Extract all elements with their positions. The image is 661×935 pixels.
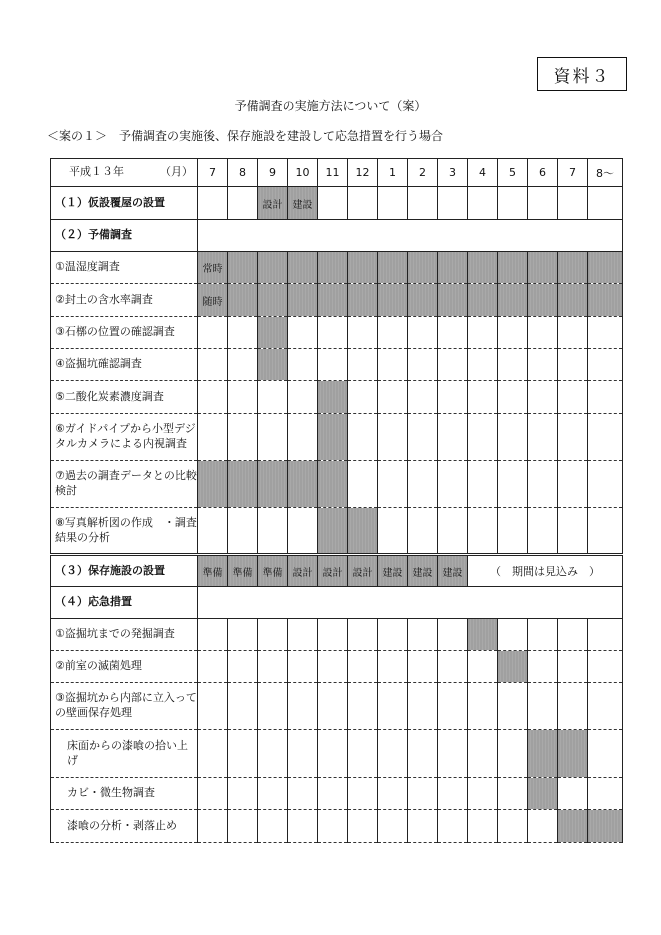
category-label: （４）応急措置 — [51, 587, 198, 619]
schedule-row — [51, 284, 623, 317]
schedule-cell — [348, 414, 378, 461]
schedule-cell-active — [588, 284, 623, 317]
month-header: 5 — [498, 159, 528, 187]
schedule-cell — [228, 619, 258, 651]
schedule-cell — [408, 508, 438, 555]
schedule-cell-active — [318, 381, 348, 414]
schedule-cell — [498, 349, 528, 381]
schedule-cell — [288, 508, 318, 555]
schedule-cell — [498, 810, 528, 843]
schedule-cell — [288, 683, 318, 730]
schedule-cell — [438, 381, 468, 414]
schedule-cell — [558, 651, 588, 683]
schedule-cell — [348, 461, 378, 508]
schedule-cell — [318, 683, 348, 730]
schedule-cell — [438, 683, 468, 730]
schedule-cell-active — [318, 461, 348, 508]
schedule-cell — [438, 317, 468, 349]
schedule-cell — [348, 778, 378, 810]
category-label: （２）予備調査 — [51, 220, 198, 252]
schedule-cell — [318, 778, 348, 810]
task-label: カビ・微生物調査 — [51, 778, 198, 810]
schedule-cell — [288, 778, 318, 810]
schedule-cell — [228, 187, 258, 220]
schedule-cell — [498, 414, 528, 461]
schedule-cell-active — [258, 461, 288, 508]
schedule-cell — [198, 778, 228, 810]
schedule-cell — [198, 317, 228, 349]
schedule-cell — [558, 414, 588, 461]
schedule-cell — [288, 810, 318, 843]
schedule-cell — [438, 778, 468, 810]
schedule-cell — [588, 730, 623, 778]
schedule-cell — [258, 381, 288, 414]
schedule-cell — [378, 810, 408, 843]
schedule-cell — [588, 414, 623, 461]
schedule-cell — [438, 461, 468, 508]
schedule-cell-active: 建設 — [288, 187, 318, 220]
schedule-cell — [288, 619, 318, 651]
schedule-cell — [408, 778, 438, 810]
schedule-cell — [228, 730, 258, 778]
schedule-cell — [468, 414, 498, 461]
schedule-cell — [558, 317, 588, 349]
schedule-cell — [438, 187, 468, 220]
schedule-cell — [378, 730, 408, 778]
schedule-cell — [468, 810, 498, 843]
schedule-cell — [588, 619, 623, 651]
schedule-cell — [438, 349, 468, 381]
schedule-cell-active — [498, 252, 528, 284]
schedule-cell — [228, 651, 258, 683]
schedule-cell-active — [348, 252, 378, 284]
schedule-cell — [408, 651, 438, 683]
schedule-cell — [198, 619, 228, 651]
schedule-cell-active — [558, 810, 588, 843]
schedule-cell — [198, 349, 228, 381]
month-header: 10 — [288, 159, 318, 187]
schedule-cell — [228, 381, 258, 414]
schedule-cell — [258, 778, 288, 810]
month-header: 1 — [378, 159, 408, 187]
schedule-cell — [288, 730, 318, 778]
schedule-row — [51, 187, 623, 220]
schedule-cell — [588, 683, 623, 730]
schedule-cell — [498, 619, 528, 651]
schedule-cell — [408, 619, 438, 651]
schedule-cell — [468, 730, 498, 778]
schedule-cell-active — [258, 317, 288, 349]
schedule-cell — [528, 619, 558, 651]
blank-span-cell — [198, 220, 623, 252]
schedule-cell — [228, 778, 258, 810]
schedule-cell — [228, 810, 258, 843]
task-label: ③石槨の位置の確認調査 — [51, 317, 198, 349]
task-label: ①温湿度調査 — [51, 252, 198, 284]
schedule-row — [51, 414, 623, 461]
schedule-cell-active — [228, 461, 258, 508]
schedule-cell-active — [588, 252, 623, 284]
schedule-cell — [318, 619, 348, 651]
schedule-cell — [468, 461, 498, 508]
schedule-cell-active — [588, 810, 623, 843]
schedule-cell — [528, 461, 558, 508]
month-unit-label: （月） — [160, 165, 193, 179]
schedule-cell — [588, 461, 623, 508]
schedule-table — [50, 158, 623, 843]
schedule-cell — [348, 810, 378, 843]
task-label: ⑥ガイドパイプから小型デジタルカメラによる内視調査 — [51, 414, 198, 461]
schedule-cell — [558, 461, 588, 508]
schedule-cell-active: 常時 — [198, 252, 228, 284]
schedule-cell-active: 建設 — [438, 555, 468, 587]
schedule-cell-active: 建設 — [408, 555, 438, 587]
schedule-cell — [408, 414, 438, 461]
schedule-cell — [198, 651, 228, 683]
schedule-cell — [528, 508, 558, 555]
schedule-cell-active — [378, 252, 408, 284]
month-header: 7 — [198, 159, 228, 187]
schedule-cell-active — [558, 730, 588, 778]
schedule-cell — [258, 810, 288, 843]
task-label: ④盗掘坑確認調査 — [51, 349, 198, 381]
schedule-cell — [258, 508, 288, 555]
schedule-cell — [378, 461, 408, 508]
schedule-cell — [318, 810, 348, 843]
schedule-cell — [228, 317, 258, 349]
schedule-cell-active — [318, 414, 348, 461]
schedule-cell-active — [498, 284, 528, 317]
schedule-row — [51, 810, 623, 843]
schedule-cell — [288, 317, 318, 349]
month-header: 4 — [468, 159, 498, 187]
header-row — [51, 159, 623, 187]
schedule-cell — [198, 414, 228, 461]
schedule-cell-active: 設計 — [348, 555, 378, 587]
schedule-cell-active — [528, 730, 558, 778]
schedule-cell — [198, 187, 228, 220]
month-header: 7 — [558, 159, 588, 187]
schedule-cell-active — [198, 461, 228, 508]
schedule-cell — [468, 651, 498, 683]
schedule-row — [51, 619, 623, 651]
schedule-cell — [378, 683, 408, 730]
schedule-row — [51, 651, 623, 683]
schedule-cell — [378, 381, 408, 414]
schedule-cell — [528, 317, 558, 349]
schedule-cell — [468, 317, 498, 349]
schedule-cell-active: 設計 — [258, 187, 288, 220]
schedule-cell — [408, 683, 438, 730]
document-stamp: 資料３ — [537, 57, 627, 91]
category-label: （３）保存施設の設置 — [51, 555, 198, 587]
schedule-cell — [588, 317, 623, 349]
schedule-row — [51, 778, 623, 810]
schedule-cell — [438, 730, 468, 778]
schedule-cell — [498, 508, 528, 555]
month-header: 6 — [528, 159, 558, 187]
schedule-cell — [528, 810, 558, 843]
schedule-cell-active — [528, 778, 558, 810]
schedule-cell — [348, 317, 378, 349]
schedule-cell — [348, 730, 378, 778]
month-header: 12 — [348, 159, 378, 187]
schedule-cell — [558, 778, 588, 810]
schedule-cell — [588, 508, 623, 555]
schedule-cell — [588, 381, 623, 414]
schedule-cell — [378, 317, 408, 349]
schedule-cell — [438, 508, 468, 555]
schedule-cell — [528, 651, 558, 683]
schedule-row — [51, 381, 623, 414]
month-header: 9 — [258, 159, 288, 187]
schedule-row — [51, 730, 623, 778]
month-header: 8 — [228, 159, 258, 187]
schedule-cell — [378, 508, 408, 555]
task-label: 床面からの漆喰の拾い上げ — [51, 730, 198, 778]
schedule-cell-active — [258, 252, 288, 284]
schedule-cell — [348, 349, 378, 381]
schedule-cell-active — [318, 252, 348, 284]
schedule-cell — [198, 508, 228, 555]
schedule-cell — [498, 381, 528, 414]
schedule-cell — [438, 651, 468, 683]
schedule-cell — [348, 187, 378, 220]
document-title: 予備調査の実施方法について（案） — [234, 99, 427, 113]
schedule-cell — [198, 730, 228, 778]
schedule-cell-active — [318, 284, 348, 317]
schedule-cell — [468, 349, 498, 381]
schedule-cell — [348, 651, 378, 683]
schedule-cell-active — [558, 284, 588, 317]
schedule-cell-active: 随時 — [198, 284, 228, 317]
schedule-cell — [558, 381, 588, 414]
schedule-cell — [588, 651, 623, 683]
schedule-cell-active — [528, 284, 558, 317]
schedule-cell — [438, 619, 468, 651]
case-heading: ＜案の１＞ 予備調査の実施後、保存施設を建設して応急措置を行う場合 — [47, 129, 444, 143]
schedule-cell — [408, 810, 438, 843]
schedule-cell — [318, 651, 348, 683]
schedule-row — [51, 349, 623, 381]
schedule-cell-active — [498, 651, 528, 683]
month-header: 8～ — [588, 159, 623, 187]
schedule-cell-active: 準備 — [198, 555, 228, 587]
schedule-cell — [198, 381, 228, 414]
month-header: 2 — [408, 159, 438, 187]
schedule-row — [51, 587, 623, 619]
schedule-cell-active — [288, 461, 318, 508]
schedule-cell-active: 設計 — [288, 555, 318, 587]
schedule-cell — [318, 187, 348, 220]
schedule-cell — [288, 349, 318, 381]
schedule-cell — [288, 414, 318, 461]
task-label: ②封土の含水率調査 — [51, 284, 198, 317]
schedule-cell — [318, 730, 348, 778]
category-label: （１）仮設覆屋の設置 — [51, 187, 198, 220]
schedule-cell — [258, 651, 288, 683]
schedule-cell — [498, 683, 528, 730]
schedule-cell — [378, 187, 408, 220]
schedule-cell-active — [468, 284, 498, 317]
schedule-cell-active — [408, 252, 438, 284]
schedule-cell — [438, 414, 468, 461]
blank-span-cell — [198, 587, 623, 619]
task-label: ②前室の滅菌処理 — [51, 651, 198, 683]
schedule-cell — [258, 619, 288, 651]
schedule-row — [51, 317, 623, 349]
schedule-cell — [288, 651, 318, 683]
schedule-cell — [408, 317, 438, 349]
schedule-cell — [228, 414, 258, 461]
schedule-cell-active — [408, 284, 438, 317]
schedule-cell — [378, 619, 408, 651]
schedule-cell — [408, 381, 438, 414]
schedule-cell — [468, 381, 498, 414]
schedule-cell — [408, 461, 438, 508]
month-header: 3 — [438, 159, 468, 187]
schedule-cell — [528, 349, 558, 381]
schedule-cell — [408, 730, 438, 778]
schedule-cell-active: 準備 — [228, 555, 258, 587]
schedule-cell — [378, 349, 408, 381]
schedule-cell-active — [378, 284, 408, 317]
schedule-cell-active — [258, 349, 288, 381]
schedule-cell — [198, 810, 228, 843]
task-label: ⑧写真解析図の作成 ・調査結果の分析 — [51, 508, 198, 555]
schedule-cell — [468, 683, 498, 730]
schedule-cell — [378, 651, 408, 683]
schedule-cell-active: 建設 — [378, 555, 408, 587]
schedule-cell — [588, 187, 623, 220]
schedule-cell — [588, 349, 623, 381]
schedule-cell-active — [318, 508, 348, 555]
schedule-cell-active: 準備 — [258, 555, 288, 587]
schedule-cell — [498, 187, 528, 220]
schedule-cell-active: 設計 — [318, 555, 348, 587]
schedule-cell-active — [228, 252, 258, 284]
schedule-cell-active — [558, 252, 588, 284]
schedule-cell — [468, 778, 498, 810]
task-label: ⑦過去の調査データとの比較検討 — [51, 461, 198, 508]
schedule-cell — [528, 683, 558, 730]
schedule-row — [51, 252, 623, 284]
task-label: ③盗掘坑から内部に立入っての壁画保存処理 — [51, 683, 198, 730]
schedule-cell — [228, 349, 258, 381]
schedule-cell — [318, 349, 348, 381]
schedule-cell — [528, 414, 558, 461]
schedule-cell — [558, 619, 588, 651]
schedule-cell — [468, 508, 498, 555]
schedule-cell — [258, 683, 288, 730]
schedule-cell — [348, 683, 378, 730]
schedule-cell-active — [348, 508, 378, 555]
schedule-row — [51, 461, 623, 508]
schedule-cell — [318, 317, 348, 349]
task-label: ①盗掘坑までの発掘調査 — [51, 619, 198, 651]
schedule-row — [51, 683, 623, 730]
schedule-cell-active — [288, 284, 318, 317]
schedule-row — [51, 220, 623, 252]
schedule-cell — [588, 778, 623, 810]
schedule-cell — [348, 619, 378, 651]
task-label: ⑤二酸化炭素濃度調査 — [51, 381, 198, 414]
schedule-cell — [438, 810, 468, 843]
month-header: 11 — [318, 159, 348, 187]
schedule-cell — [228, 508, 258, 555]
schedule-cell-active — [468, 252, 498, 284]
schedule-cell — [498, 461, 528, 508]
schedule-cell — [378, 778, 408, 810]
schedule-cell — [348, 381, 378, 414]
schedule-cell-active — [468, 619, 498, 651]
schedule-cell — [228, 683, 258, 730]
schedule-row — [51, 555, 623, 587]
schedule-cell — [498, 317, 528, 349]
schedule-row — [51, 508, 623, 555]
year-label: 平成１３年 — [69, 165, 124, 179]
schedule-cell — [258, 730, 288, 778]
period-estimate-note: （ 期間は見込み ） — [468, 555, 623, 587]
task-label: 漆喰の分析・剥落止め — [51, 810, 198, 843]
schedule-cell-active — [258, 284, 288, 317]
schedule-cell — [558, 349, 588, 381]
schedule-cell — [408, 187, 438, 220]
schedule-cell-active — [528, 252, 558, 284]
schedule-cell — [288, 381, 318, 414]
schedule-cell — [528, 381, 558, 414]
schedule-cell — [528, 187, 558, 220]
schedule-cell — [378, 414, 408, 461]
schedule-cell — [498, 778, 528, 810]
schedule-cell — [408, 349, 438, 381]
schedule-cell — [558, 187, 588, 220]
header-year-cell — [51, 159, 198, 187]
schedule-cell-active — [438, 252, 468, 284]
schedule-cell — [558, 508, 588, 555]
schedule-cell-active — [348, 284, 378, 317]
schedule-cell — [258, 414, 288, 461]
schedule-cell — [468, 187, 498, 220]
schedule-cell-active — [288, 252, 318, 284]
schedule-cell — [198, 683, 228, 730]
schedule-cell — [558, 683, 588, 730]
schedule-cell-active — [438, 284, 468, 317]
schedule-cell-active — [228, 284, 258, 317]
schedule-cell — [498, 730, 528, 778]
